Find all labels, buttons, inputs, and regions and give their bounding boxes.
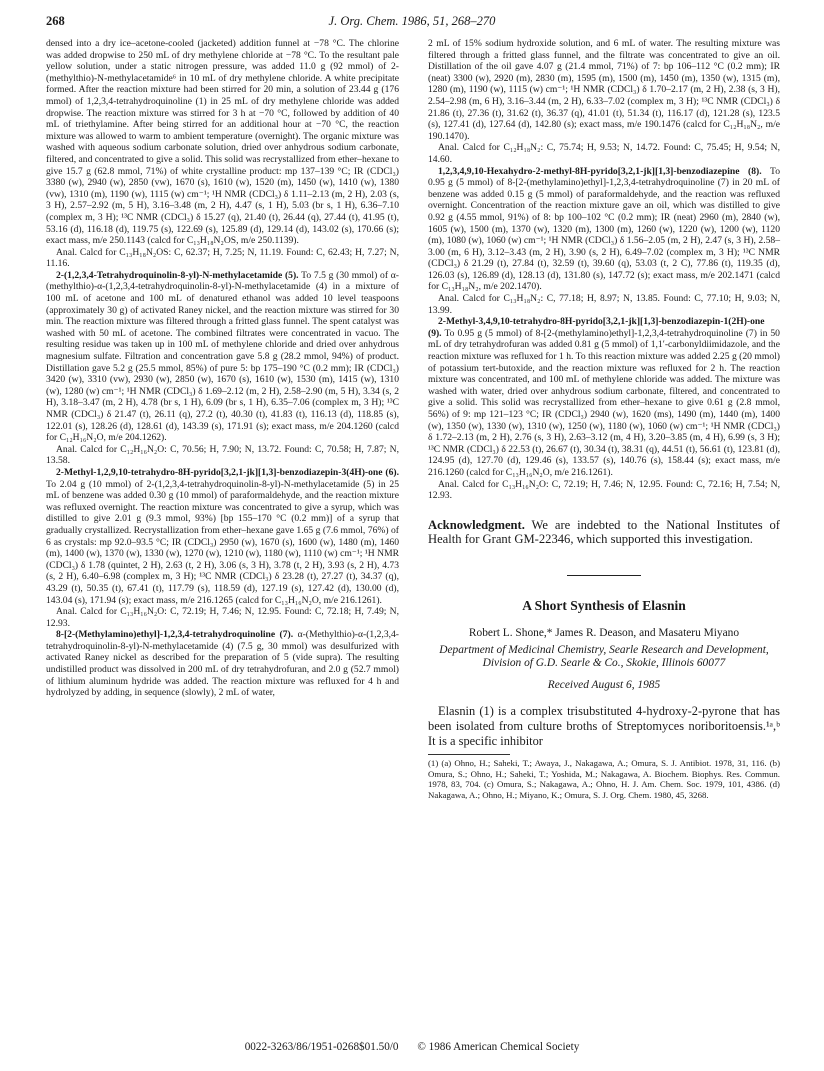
paragraph: densed into a dry ice–acetone-cooled (jacketed) addition funnel at −78 °C. The chlorine was added dropwise to 250 mL of dry methylene chloride at −78 °C. To the resultant pale yellow solution, under a static nitrogen pressure, was added 11.0 g (92 mmol) of 2-(methylthio)-N-methylacetamide⁶ in 10 mL of dry methylene chloride. A white precipitate formed. After the reaction mixture had been stirred for 20 min, a solution of 23.44 g (176 mmol) of 1,2,3,4-tetrahydroquinoline (1) in 25 mL of dry methylene chloride was added dropwise. The reaction mixture was stirred for 3 h at −70 °C, followed by addition of 40 mL of triethylamine. After being stirred for an additional hour at −70 °C, the reaction mixture was allowed to warm to ambient temperature (overnight). The organic mixture was washed with aqueous sodium carbonate solution, dried over anhydrous sodium carbonate, filtered, and concentrated to give a solid. This solid was recrystallized from ether–hexane to give 15.7 g (62.8 mmol, 71%) of white crystalline product: mp 137–139 °C; IR (CDCl₃) 3380 (w), 2940 (w), 2850 (vw), 1670 (s), 1610 (w), 1520 (m), 1450 (w), 1410 (w), 1380 (vw), 1310 (m), 1190 (w), 1115 (w) cm⁻¹; ¹H NMR (CDCl₃) δ 1.11–2.13 (m, 2 H), 2.03 (s, 3 H), 2.57–2.92 (m, 5 H), 3.16–3.48 (m, 2 H), 4.47 (s, 1 H), 5.03 (br s, 1 H), 6.36–7.10 (complex m, 3 H); ¹³C NMR (CDCl₃) δ 15.27 (q), 21.40 (t), 26.44 (q), 27.44 (t), 41.95 (t), 53.16 (d), 116.18 (d), 119.75 (s), 122.69 (s), 125.89 (d), 129.14 (d), 143.02 (s), 170.66 (s); exact mass, m/e 250.1143 (calcd for C₁₃H₁₈N₂OS, m/e 250.1139). <box>46 38 399 247</box>
compound-paragraph <box>46 629 399 699</box>
paragraph-text: To 2.04 g (10 mmol) of 2-(1,2,3,4-tetrahydroquinolin-8-yl)-N-methylacetamide (5) in 25 mL of benzene was added 0.30 g (10 mmol) of paraformaldehyde, and the reaction mixture was refluxed overnight. The reaction mixture was concentrated to give a syrup, which was distilled to give 2.01 g (9.3 mmol, 93%) [bp 155–170 °C (0.2 mm)] of a syrup that gradually crystallized. Recrystallization from ether–hexane gave 1.65 g (7.6 mmol, 76%) of 6 as crystals: mp 92.0–93.5 °C; IR (CDCl₃) 2950 (w), 1670 (s), 1600 (w), 1480 (m), 1460 (m), 1400 (w), 1370 (w), 1330 (w), 1270 (w), 1210 (w), 1180 (w), 1110 (w) cm⁻¹; ¹H NMR (CDCl₃) δ 1.78 (quintet, 2 H), 2.63 (t, 2 H), 3.06 (s, 3 H), 3.78 (t, 2 H), 3.93 (s, 2 H), 4.73 (s, 2 H), 6.40–6.98 (complex m, 3 H); ¹³C NMR (CDCl₃) δ 23.28 (t), 27.27 (t), 34.37 (q), 43.29 (t), 50.35 (t), 67.41 (t), 117.79 (s), 118.59 (d), 127.19 (s), 127.42 (d), 130.00 (d), 143.04 (s), 171.94 (s); exact mass, m/e 216.1265 (calcd for C₁₃H₁₆N₂O, m/e 216.1261). <box>46 478 399 606</box>
compound-heading: 8-[2-(Methylamino)ethyl]-1,2,3,4-tetrahydroquinoline (7). <box>56 629 294 641</box>
journal-citation: J. Org. Chem. 1986, 51, 268–270 <box>328 14 496 28</box>
footnotes: (1) (a) Ohno, H.; Saheki, T.; Awaya, J., Nakagawa, A.; Omura, S. J. Antibiot. 1978, 31, 116. (b) Omura, S.; Ohno, H.; Saheki, T.; Yoshida, M.; Nakagawa, A. Biochem. Biophys. Res. Commun. 1978, 83, 704. (c) Omura, S.; Nakagawa, A.; Ohno, H. J. Am. Chem. Soc. 1979, 101, 4386. (d) Nakagawa, A.; Ohno, H.; Miyano, K.; Omura, S. J. Org. Chem. 1980, 45, 3268. <box>428 758 780 800</box>
article-code: 0022-3263/86/1951-0268$01.50/0 <box>244 1041 399 1053</box>
analysis-paragraph: Anal. Calcd for C₁₃H₁₈N₂OS: C, 62.37; H, 7.25; N, 11.19. Found: C, 62.43; H, 7.27; N, 11.16. <box>46 246 399 270</box>
analysis-paragraph: Anal. Calcd for C₁₃H₁₆N₂O: C, 72.19; H, 7.46; N, 12.95. Found: C, 72.16; H, 7.54; N, 12.93. <box>428 478 780 502</box>
paragraph-text: α-(Methylthio)-α-(1,2,3,4-tetrahydroquinolin-8-yl)-N-methylacetamide (4) (7.5 g, 30 mmol) was desulfurized with activated Raney nickel as described for the preparation of 5 (vide supra). The resulting undistilled product was dissolved in 200 mL of dry tetrahydrofuran, and 2.0 g (52.7 mmol) of lithium aluminum hydride was added. The reaction mixture was refluxed for 4 h and hydrolyzed by adding, in sequence (slowly), 2 mL of water, <box>46 629 399 699</box>
author-affiliation: Department of Medicinal Chemistry, Searle Research and Development, Division of G.D. Searle & Co., Skokie, Illinois 60077 <box>439 643 769 670</box>
section-divider <box>567 575 641 576</box>
left-column <box>46 38 399 699</box>
article-title: A Short Synthesis of Elasnin <box>522 597 686 613</box>
page-number: 268 <box>46 14 65 28</box>
article-authors: Robert L. Shone,* James R. Deason, and Masateru Miyano <box>468 626 740 639</box>
compound-heading: 2-Methyl-1,2,9,10-tetrahydro-8H-pyrido[3,2,1-jk][1,3]-benzodiazepin-3(4H)-one (6). <box>56 466 399 478</box>
article-intro: Elasnin (1) is a complex trisubstituted 4-hydroxy-2-pyrone that has been isolated from culture broths of Streptomyces noriboritoensis.¹ᵃ,ᵇ It is a specific inhibitor <box>428 704 780 748</box>
paragraph: 2 mL of 15% sodium hydroxide solution, and 6 mL of water. The resulting mixture was filtered through a fritted glass funnel, and the filtrate was concentrated to give an oil. Distillation of the oil gave 4.07 g (21.4 mmol, 71%) of 7: bp 106–112 °C (0.2 mm); IR (neat) 3300 (w), 2920 (m), 2830 (m), 1595 (m), 1500 (m), 1450 (m), 1350 (w), 1315 (m), 1280 (m), 1190 (w), 1115 (w) cm⁻¹; ¹H NMR (CDCl₃) δ 1.70–2.17 (m, 2 H), 2.38 (s, 3 H), 2.54–2.98 (m, 6 H), 3.16–3.44 (m, 2 H), 6.33–7.02 (complex m, 3 H); ¹³C NMR (CDCl₃) δ 21.86 (t), 27.36 (t), 31.62 (t), 36.37 (q), 41.01 (t), 51.34 (t), 116.17 (d), 121.28 (s), 123.5 (s), 127.41 (d), 127.64 (d), 142.80 (s); exact mass, m/e 190.1476 (calcd for C₁₂H₁₈N₂, m/e 190.1470). <box>428 38 780 142</box>
right-column <box>428 38 780 801</box>
compound-paragraph <box>46 270 399 444</box>
compound-paragraph <box>428 166 780 294</box>
paragraph-text: To 0.95 g (5 mmol) of 8-[2-(methylamino)ethyl]-1,2,3,4-tetrahydroquinoline (7) in 20 mL of benzene was added 0.15 g (5 mmol) of paraformaldehyde, and the reaction was refluxed overnight. Concentration of the reaction mixture gave an oil, which was distilled to give 0.92 g (4.55 mmol, 91%) of 8: bp 100–102 °C (0.2 mm); IR (neat) 2960 (m), 2840 (w), 1605 (w), 1500 (m), 1370 (w), 1320 (m), 1300 (m), 1260 (w), 1220 (w), 1200 (w), 1120 (m), 1080 (w), 1060 (w) cm⁻¹; ¹H NMR (CDCl₃) δ 1.56–2.05 (m, 2 H), 2.47 (s, 3 H), 2.58–3.00 (m, 6 H), 3.12–3.43 (m, 2 H), 3.90 (s, 2 H), 6.49–7.02 (complex m, 3 H); ¹³C NMR (CDCl₃) δ 21.29 (t), 27.84 (t), 32.59 (t), 39.60 (q), 53.03 (t, 2 C), 77.86 (t), 119.35 (d), 126.03 (s), 126.89 (d), 128.13 (d), 131.80 (s), 147.72 (s); exact mass, m/e 202.1471 (calcd for C₁₃H₁₈N₂, m/e 202.1470). <box>428 165 780 293</box>
received-date: Received August 6, 1985 <box>547 679 661 692</box>
compound-heading: 2-Methyl-3,4,9,10-tetrahydro-8H-pyrido[3,2,1-jk][1,3]-benzodiazepin-1(2H)-one (9). <box>428 316 765 339</box>
compound-heading: 2-(1,2,3,4-Tetrahydroquinolin-8-yl)-N-methylacetamide (5). <box>56 269 299 281</box>
compound-paragraph <box>46 467 399 606</box>
acknowledgment-text: We are indebted to the National Institutes of Health for Grant GM-22346, which supported this investigation. <box>428 517 780 547</box>
paragraph-text: To 0.95 g (5 mmol) of 8-[2-(methylamino)ethyl]-1,2,3,4-tetrahydroquinoline (7) in 50 mL of dry tetrahydrofuran was added 0.81 g (5 mmol) of 1,1′-carbonyldiimidazole, and the reaction mixture was refluxed for 1 h. To this reaction mixture was added 2.25 g (20 mmol) of potassium tert-butoxide, and the reaction mixture was refluxed for 2 h. The reaction mixture was concentrated, and 100 mL of methylene chloride was added. The mixture was washed with water, dried over anhydrous sodium carbonate, filtered, and concentrated to give a solid. This solid was recrystallized from ether–hexane to give 0.61 g (2.8 mmol, 56%) of 9: mp 121–123 °C; IR (CDCl₃) 2940 (w), 1620 (ms), 1490 (m), 1440 (m), 1400 (w), 1350 (w), 1330 (w), 1310 (w), 1250 (w), 1180 (w), 1060 (w) cm⁻¹; ¹H NMR (CDCl₃) δ 1.72–2.13 (m, 2 H), 2.76 (s, 3 H), 2.63–3.12 (m, 4 H), 3.20–3.85 (m, 4 H), 6.99 (s, 3 H); ¹³C NMR (CDCl₃) δ 22.53 (t), 26.67 (t), 30.34 (t), 38.31 (q), 44.51 (t), 56.61 (t), 123.81 (d), 124.95 (d), 127.70 (d), 129.46 (s), 133.57 (s), 140.76 (s), 158.44 (s); exact mass, m/e 216.1260 (calcd for C₁₃H₁₆N₂O, m/e 216.1261). <box>428 327 780 478</box>
footnote-divider <box>428 754 510 755</box>
page-footer <box>46 1041 778 1053</box>
acknowledgment-heading: Acknowledgment. <box>428 517 525 532</box>
analysis-paragraph: Anal. Calcd for C₁₂H₁₆N₂O: C, 70.56; H, 7.90; N, 13.72. Found: C, 70.58; H, 7.87; N, 13.58. <box>46 443 399 467</box>
page-header <box>46 14 778 32</box>
paragraph-text: To 7.5 g (30 mmol) of α-(methylthio)-α-(1,2,3,4-tetrahydroquinolin-8-yl)-N-methylacetamide (4) in a mixture of 100 mL of acetone and 100 mL of denatured ethanol was added 10 level teaspoons (approximately 30 g) of activated Raney nickel, and the reaction mixture was stirred for 30 min. The reaction mixture was filtered through a fritted glass funnel. The spent catalyst was washed with 50 mL of acetone. The combined filtrates were concentrated in vacuo. The resulting residue was taken up in 100 mL of methylene chloride and dried over anhydrous magnesium sulfate. Filtration and concentration gave 5.8 g (28.2 mmol, 94%) of product. Distillation gave 5.2 g (25.5 mmol, 85%) of pure 5: bp 175–190 °C (0.2 mm); IR (CDCl₃) 3420 (w), 3310 (vw), 2930 (w), 2850 (w), 1670 (s), 1610 (w), 1530 (m), 1415 (w), 1310 (w), 1280 (w) cm⁻¹; ¹H NMR (CDCl₃) δ 1.69–2.12 (m, 2 H), 2.58–2.90 (m, 5 H), 3.34 (s, 2 H), 3.18–3.47 (m, 2 H), 4.78 (br s, 1 H), 6.09 (br s, 1 H), 6.35–7.06 (complex m, 3 H); ¹³C NMR (CDCl₃) δ 21.47 (t), 26.11 (q), 27.2 (t), 40.30 (t), 41.83 (t), 116.13 (d), 118.85 (s), 122.01 (s), 128.26 (d), 128.61 (d), 143.39 (s), 171.91 (s); exact mass, m/e 204.1260 (calcd for C₁₂H₁₆N₂O, m/e 204.1262). <box>46 269 400 444</box>
analysis-paragraph: Anal. Calcd for C₁₃H₁₆N₂O: C, 72.19; H, 7.46; N, 12.95. Found: C, 72.18; H, 7.49; N, 12.93. <box>46 606 399 629</box>
analysis-paragraph: Anal. Calcd for C₁₃H₁₈N₂: C, 77.18; H, 8.97; N, 13.85. Found: C, 77.10; H, 9.03; N, 13.99. <box>428 293 780 316</box>
copyright: © 1986 American Chemical Society <box>417 1041 580 1053</box>
acknowledgment <box>428 518 780 547</box>
analysis-paragraph: Anal. Calcd for C₁₂H₁₈N₂: C, 75.74; H, 9.53; N, 14.72. Found: C, 75.45; H, 9.54; N, 14.60. <box>428 142 780 165</box>
compound-paragraph <box>428 316 780 478</box>
compound-heading: 1,2,3,4,9,10-Hexahydro-2-methyl-8H-pyrido[3,2,1-jk][1,3]-benzodiazepine (8). <box>438 165 762 177</box>
